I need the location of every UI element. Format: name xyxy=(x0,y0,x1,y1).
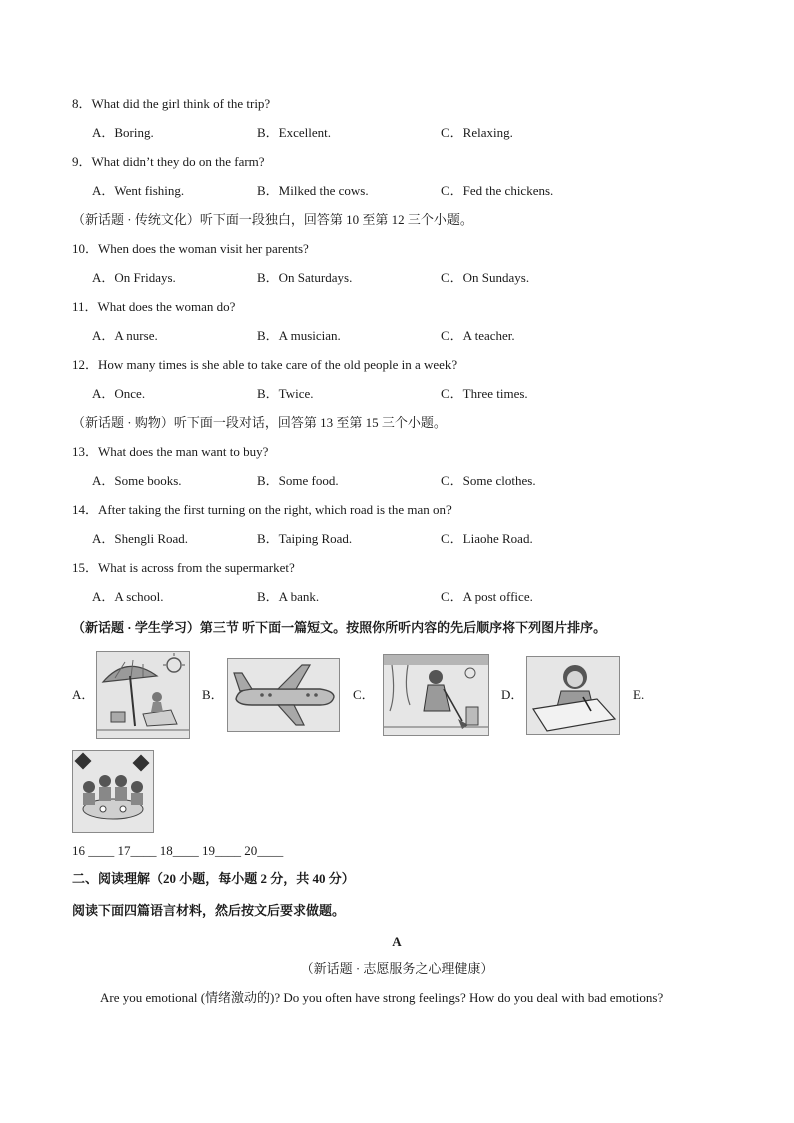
picture-label-b: B． xyxy=(202,687,224,702)
beach-umbrella-picture xyxy=(96,651,190,739)
option-b: B．A bank. xyxy=(257,589,320,604)
dialogue-instruction: （新话题 · 购物）听下面一段对话，回答第 13 至第 15 三个小题。 xyxy=(72,415,447,430)
question-12-stem: 12．How many times is she able to take care of the old people in a week? xyxy=(72,357,458,372)
question-13-options xyxy=(92,472,732,490)
option-c: C．Three times. xyxy=(441,386,528,401)
option-b: B．Taiping Road. xyxy=(257,531,353,546)
passage-topic: （新话题 · 志愿服务之心理健康） xyxy=(300,961,494,976)
question-15-options xyxy=(92,588,732,606)
question-8-options xyxy=(92,124,732,142)
question-11-options xyxy=(92,327,732,345)
option-c: C．Some clothes. xyxy=(441,473,536,488)
question-11-stem: 11．What does the woman do? xyxy=(72,299,236,314)
airplane-picture xyxy=(227,658,340,732)
picture-label-a: A． xyxy=(72,687,95,702)
option-c: C．A post office. xyxy=(441,589,533,604)
question-14-options xyxy=(92,530,732,548)
option-b: B．Milked the cows. xyxy=(257,183,369,198)
question-9-options xyxy=(92,182,732,200)
option-c: C．Fed the chickens. xyxy=(441,183,554,198)
question-12-options xyxy=(92,385,732,403)
option-a: A．Shengli Road. xyxy=(92,531,189,546)
question-9-stem: 9．What didn’t they do on the farm? xyxy=(72,154,265,169)
family-dinner-picture xyxy=(72,750,154,833)
option-c: C．A teacher. xyxy=(441,328,515,343)
question-14-stem: 14．After taking the first turning on the right, which road is the man on? xyxy=(72,502,452,517)
passage-letter: A xyxy=(392,934,402,949)
girl-writing-picture xyxy=(526,656,620,735)
option-a: A．Once. xyxy=(92,386,146,401)
girl-sweeping-picture xyxy=(383,654,489,736)
option-c: C．Relaxing. xyxy=(441,125,513,140)
picture-label-c: C． xyxy=(353,687,375,702)
option-b: B．Twice. xyxy=(257,386,314,401)
option-a: A．A school. xyxy=(92,589,164,604)
option-b: B．A musician. xyxy=(257,328,341,343)
question-15-stem: 15．What is across from the supermarket? xyxy=(72,560,295,575)
question-10-stem: 10．When does the woman visit her parents? xyxy=(72,241,309,256)
option-a: A．Went fishing. xyxy=(92,183,185,198)
passage-first-line: Are you emotional (情绪激动的)? Do you often have strong feelings? How do you deal with bad emotions? xyxy=(100,990,664,1005)
option-c: C．Liaohe Road. xyxy=(441,531,533,546)
option-b: B．Some food. xyxy=(257,473,339,488)
option-b: B．Excellent. xyxy=(257,125,332,140)
monologue-instruction: （新话题 · 传统文化）听下面一段独白，回答第 10 至第 12 三个小题。 xyxy=(72,212,473,227)
reading-instruction: 阅读下面四篇语言材料，然后按文后要求做题。 xyxy=(72,903,346,918)
option-a: A．Some books. xyxy=(92,473,182,488)
question-10-options xyxy=(92,269,732,287)
question-13-stem: 13．What does the man want to buy? xyxy=(72,444,269,459)
answer-blanks: 16 ____ 17____ 18____ 19____ 20____ xyxy=(72,843,284,858)
reading-section-heading: 二、阅读理解（20 小题，每小题 2 分，共 40 分） xyxy=(72,871,355,886)
option-a: A．Boring. xyxy=(92,125,154,140)
question-8-stem: 8．What did the girl think of the trip? xyxy=(72,96,271,111)
picture-label-e: E. xyxy=(633,687,645,702)
picture-label-d: D． xyxy=(501,687,524,702)
option-b: B．On Saturdays. xyxy=(257,270,353,285)
option-a: A．On Fridays. xyxy=(92,270,176,285)
option-a: A．A nurse. xyxy=(92,328,158,343)
section-3-instruction: （新话题 · 学生学习）第三节 听下面一篇短文。按照你所听内容的先后顺序将下列图片排序。 xyxy=(72,620,607,635)
option-c: C．On Sundays. xyxy=(441,270,530,285)
